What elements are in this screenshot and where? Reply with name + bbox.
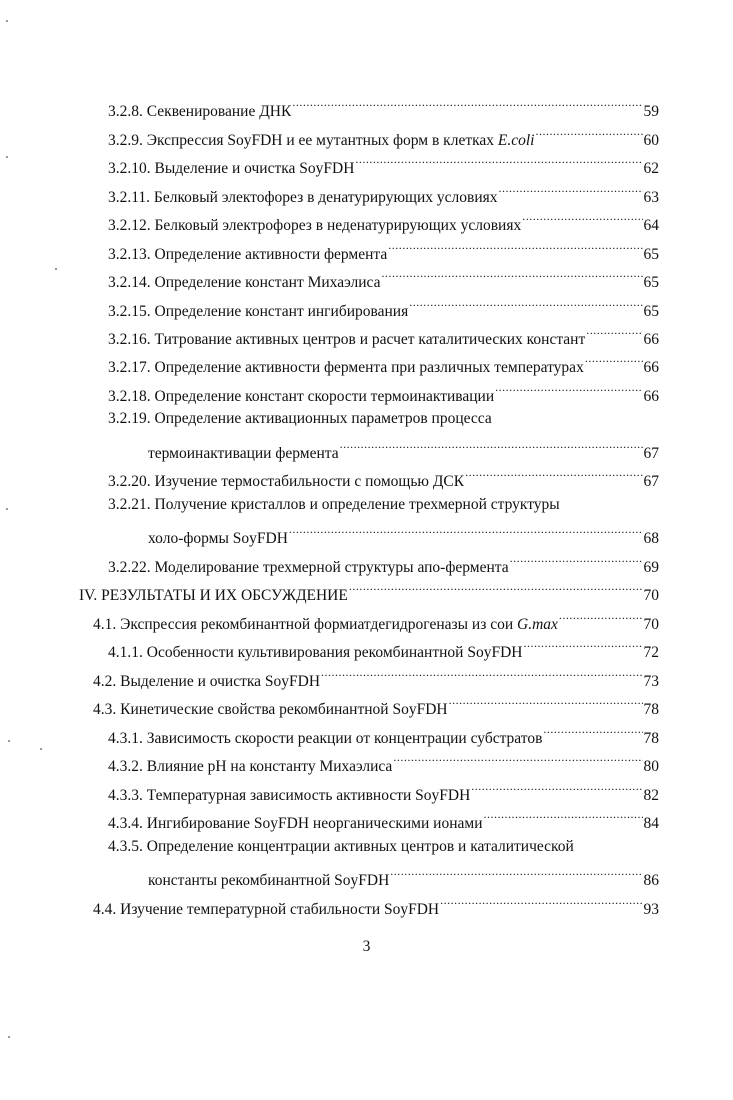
- scan-speck: [40, 748, 42, 750]
- toc-entry-title-line1: 4.3.5. Определение концентрации активных центров и каталитической: [108, 838, 574, 855]
- toc-entry-title: 3.2.18. Определение констант скорости термоинактивации: [108, 388, 495, 405]
- toc-entry: [108, 125, 659, 151]
- leader-dots: [483, 808, 642, 828]
- toc-entry-page: 59: [643, 103, 659, 120]
- toc-entry: [108, 381, 659, 407]
- toc-entry-page: 60: [643, 132, 659, 149]
- toc-entry: [108, 808, 659, 834]
- toc-entry: [108, 723, 659, 749]
- toc-entry-title-line1: 3.2.19. Определение активационных параметров процесса: [108, 410, 492, 427]
- leader-dots: [409, 296, 642, 316]
- toc-entry-page: 65: [643, 274, 659, 291]
- toc-entry-title: 4.3. Кинетические свойства рекомбинантной SoyFDH: [93, 701, 448, 718]
- toc-entry: [93, 666, 659, 692]
- scan-speck: [6, 508, 8, 510]
- toc-entry-page: 66: [643, 331, 659, 348]
- leader-dots: [292, 96, 642, 116]
- toc-entry-page: 64: [643, 217, 659, 234]
- leader-dots: [585, 352, 643, 372]
- toc-entry: [108, 96, 659, 122]
- leader-dots: [349, 580, 643, 600]
- toc-entry: [108, 182, 659, 208]
- leader-dots: [440, 894, 642, 914]
- toc-entry-title-italic: E.coli: [497, 132, 535, 149]
- toc-entry-page: 78: [643, 701, 659, 718]
- toc-entry-title: 3.2.15. Определение констант ингибирования: [108, 303, 409, 320]
- toc-entry: [108, 466, 659, 492]
- scan-speck: [6, 20, 8, 22]
- toc-entry-page: 82: [643, 787, 659, 804]
- toc-entry-title: 3.2.14. Определение констант Михаэлиса: [108, 274, 381, 291]
- toc-entry-title: 4.3.3. Температурная зависимость активности SoyFDH: [108, 787, 471, 804]
- toc-entry-title: 4.4. Изучение температурной стабильности SoyFDH: [93, 901, 440, 918]
- leader-dots: [449, 694, 643, 714]
- toc-entry: [108, 153, 659, 179]
- leader-dots: [559, 609, 643, 629]
- leader-dots: [355, 153, 642, 173]
- toc-entry-title-italic: G.max: [517, 616, 558, 633]
- toc-entry: [108, 324, 659, 350]
- toc-entry: [93, 609, 659, 635]
- leader-dots: [321, 666, 642, 686]
- toc-entry-page: 69: [643, 559, 659, 576]
- toc-entry-title: 4.3.1. Зависимость скорости реакции от концентрации субстратов: [108, 730, 543, 747]
- toc-entry: [108, 637, 659, 663]
- toc-entry-title: 3.2.8. Секвенирование ДНК: [108, 103, 292, 120]
- toc-entry: [108, 780, 659, 806]
- toc-entry-page: 68: [643, 530, 659, 547]
- leader-dots: [393, 751, 642, 771]
- toc-entry-title: термоинактивации фермента: [148, 445, 339, 462]
- leader-dots: [471, 780, 642, 800]
- leader-dots: [388, 239, 642, 259]
- toc-entry-title: 4.3.4. Ингибирование SoyFDH неорганическими ионами: [108, 815, 483, 832]
- toc-entry: [79, 580, 659, 606]
- scan-speck: [6, 156, 8, 158]
- toc-entry: [93, 894, 659, 920]
- toc-entry-page: 65: [643, 303, 659, 320]
- toc-entry-page: 66: [643, 359, 659, 376]
- toc-entry-title: 3.2.22. Моделирование трехмерной структуры апо-фермента: [108, 559, 509, 576]
- toc-entry-title: 3.2.20. Изучение термостабильности с помощью ДСК: [108, 473, 465, 490]
- toc-entry-title: 3.2.16. Титрование активных центров и расчет каталитических констант: [108, 331, 586, 348]
- toc-entry-title-line1: 3.2.21. Получение кристаллов и определение трехмерной структуры: [108, 496, 560, 513]
- leader-dots: [536, 125, 643, 145]
- toc-entry: [108, 267, 659, 293]
- toc-entry-page: 66: [643, 388, 659, 405]
- toc-entry-page: 86: [643, 872, 659, 889]
- toc-entry: [148, 865, 659, 891]
- toc-entry-page: 84: [643, 815, 659, 832]
- leader-dots: [465, 466, 642, 486]
- toc-entry-title: 3.2.11. Белковый электофорез в денатурирующих условиях: [108, 189, 498, 206]
- toc-entry: [108, 352, 659, 378]
- leader-dots: [390, 865, 642, 885]
- toc-entry: [108, 239, 659, 265]
- toc-entry: [148, 438, 659, 464]
- toc-entry-page: 70: [643, 616, 659, 633]
- toc-entry-title: 3.2.12. Белковый электрофорез в неденатурирующих условиях: [108, 217, 522, 234]
- toc-entry-title: 4.1. Экспрессия рекомбинантной формиатдегидрогеназы из сои G.max: [93, 616, 558, 633]
- toc-entry-title: IV. РЕЗУЛЬТАТЫ И ИХ ОБСУЖДЕНИЕ: [79, 587, 348, 604]
- toc-entry-page: 93: [643, 901, 659, 918]
- leader-dots: [543, 723, 642, 743]
- toc-entry-page: 72: [643, 644, 659, 661]
- toc-entry: [108, 210, 659, 236]
- toc-entry-title: 4.2. Выделение и очистка SoyFDH: [93, 673, 321, 690]
- leader-dots: [522, 210, 642, 230]
- leader-dots: [381, 267, 642, 287]
- leader-dots: [289, 523, 643, 543]
- leader-dots: [495, 381, 642, 401]
- toc-entry-page: 80: [643, 758, 659, 775]
- toc-entry-title: 4.3.2. Влияние pH на константу Михаэлиса: [108, 758, 393, 775]
- toc-entry-page: 78: [643, 730, 659, 747]
- toc-entry-page: 67: [643, 445, 659, 462]
- toc-entry-title: холо-формы SoyFDH: [148, 530, 288, 547]
- toc-entry: [148, 523, 659, 549]
- leader-dots: [499, 182, 643, 202]
- toc-entry-page: 70: [643, 587, 659, 604]
- toc-entry-page: 65: [643, 246, 659, 263]
- toc-entry: [108, 296, 659, 322]
- toc-entry: [93, 694, 659, 720]
- leader-dots: [510, 552, 643, 572]
- leader-dots: [586, 324, 642, 344]
- toc-entry-page: 62: [643, 160, 659, 177]
- scan-speck: [8, 740, 10, 742]
- toc-entry: [108, 751, 659, 777]
- leader-dots: [523, 637, 642, 657]
- toc-entry-page: 73: [643, 673, 659, 690]
- toc-entry-title: 4.1.1. Особенности культивирования рекомбинантной SoyFDH: [108, 644, 523, 661]
- toc-entry-title: 3.2.10. Выделение и очистка SoyFDH: [108, 160, 355, 177]
- toc-entry-title: 3.2.9. Экспрессия SoyFDH и ее мутантных форм в клетках E.coli: [108, 132, 535, 149]
- page-number: 3: [362, 938, 371, 955]
- scan-speck: [55, 268, 57, 270]
- leader-dots: [340, 438, 643, 458]
- toc-entry-page: 67: [643, 473, 659, 490]
- scan-speck: [8, 1036, 10, 1038]
- toc-entry-title: константы рекомбинантной SoyFDH: [148, 872, 390, 889]
- toc-entry: [108, 552, 659, 578]
- toc-entry-title: 3.2.13. Определение активности фермента: [108, 246, 388, 263]
- toc-entry-page: 63: [643, 189, 659, 206]
- toc-entry-title: 3.2.17. Определение активности фермента при различных температурах: [108, 359, 584, 376]
